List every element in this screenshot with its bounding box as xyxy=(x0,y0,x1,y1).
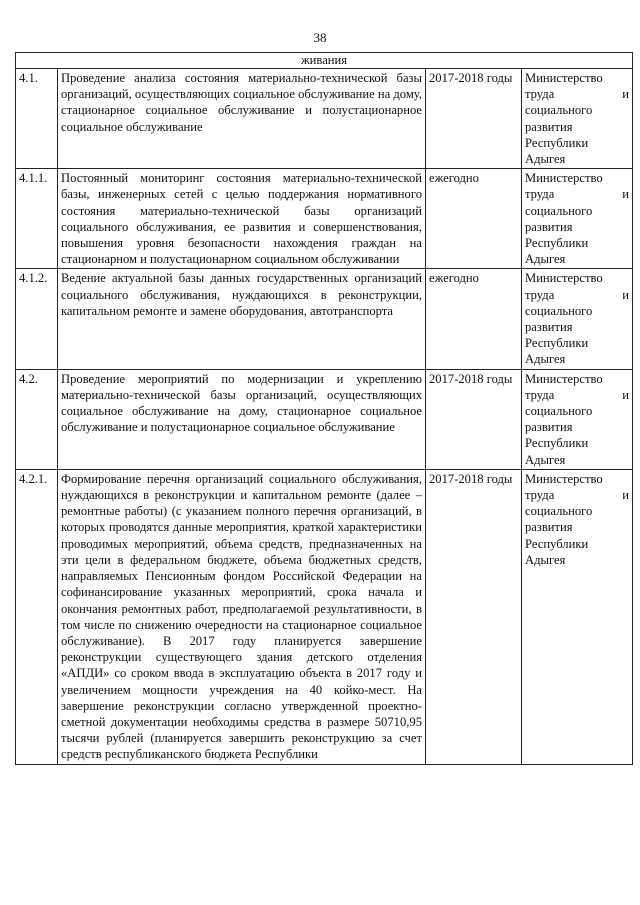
table-row xyxy=(16,69,633,169)
item-description: Проведение мероприятий по модернизации и укреплению материально-технической базы организаций, осуществляющих социальное обслуживание на дому, стационарное социальное обслуживание и полустационарное социальное обслуживание xyxy=(58,369,426,469)
item-term: ежегодно xyxy=(426,169,522,269)
item-term: ежегодно xyxy=(426,269,522,369)
table-row xyxy=(16,269,633,369)
item-description: Проведение анализа состояния материально-технической базы организаций, осуществляющих социальное обслуживание на дому, стационарное социальное обслуживание и полустационарное социальное обслуживание xyxy=(58,69,426,169)
item-term: 2017-2018 годы xyxy=(426,469,522,764)
item-responsible: Министерство труда и социального развития Республики Адыгея xyxy=(522,69,633,169)
item-term: 2017-2018 годы xyxy=(426,369,522,469)
item-number: 4.2.1. xyxy=(16,469,58,764)
continuation-row xyxy=(16,53,633,69)
item-description: Ведение актуальной базы данных государственных организаций социального обслуживания, нуждающихся в реконструкции, капитальном ремонте и замене оборудования, автотранспорта xyxy=(58,269,426,369)
item-responsible: Министерство труда и социального развития Республики Адыгея xyxy=(522,169,633,269)
measures-table xyxy=(15,52,633,765)
item-description: Постоянный мониторинг состояния материально-технической базы, инженерных сетей с целью поддержания нормативного состояния материально-технической базы организаций социального обслуживания, ее развития и совершенствования, повышения уровня безопасности нахождения граждан на стационарном и полустационарном социальном обслуживании xyxy=(58,169,426,269)
item-number: 4.2. xyxy=(16,369,58,469)
item-term: 2017-2018 годы xyxy=(426,69,522,169)
item-responsible: Министерство труда и социального развития Республики Адыгея xyxy=(522,269,633,369)
item-number: 4.1. xyxy=(16,69,58,169)
continuation-text: живания xyxy=(16,53,633,69)
page-number: 38 xyxy=(313,30,327,45)
table-row xyxy=(16,169,633,269)
item-responsible: Министерство труда и социального развития Республики Адыгея xyxy=(522,369,633,469)
item-number: 4.1.1. xyxy=(16,169,58,269)
item-responsible: Министерство труда и социального развития Республики Адыгея xyxy=(522,469,633,764)
table-row xyxy=(16,469,633,764)
item-description: Формирование перечня организаций социального обслуживания, нуждающихся в реконструкции и капитальном ремонте (далее – ремонтные работы) (с указанием полного перечня организаций, в которых проводятся данные мероприятия, краткой характеристики проводимых мероприятий, объема средств, предназначенных на эти цели в федеральном бюджете, объема бюджетных средств, направляемых Пенсионным фондом Российской Федерации на софинансирование указанных мероприятий, срока начала и окончания ремонтных работ, предполагаемой результативности, в том числе по снижению очередности на стационарное социальное обслуживание). В 2017 году планируется завершение реконструкции существующего здания детского отделения «АПДИ» со сроком ввода в эксплуатацию объекта в 2017 году и увеличением мощности учреждения на 40 койко-мест. На завершение реконструкции согласно утвержденной проектно-сметной документации необходимы средства в размере 50710,95 тысячи рублей (планируется завершить реконструкцию за счет средств республиканского бюджета Республики xyxy=(58,469,426,764)
table-row xyxy=(16,369,633,469)
item-number: 4.1.2. xyxy=(16,269,58,369)
